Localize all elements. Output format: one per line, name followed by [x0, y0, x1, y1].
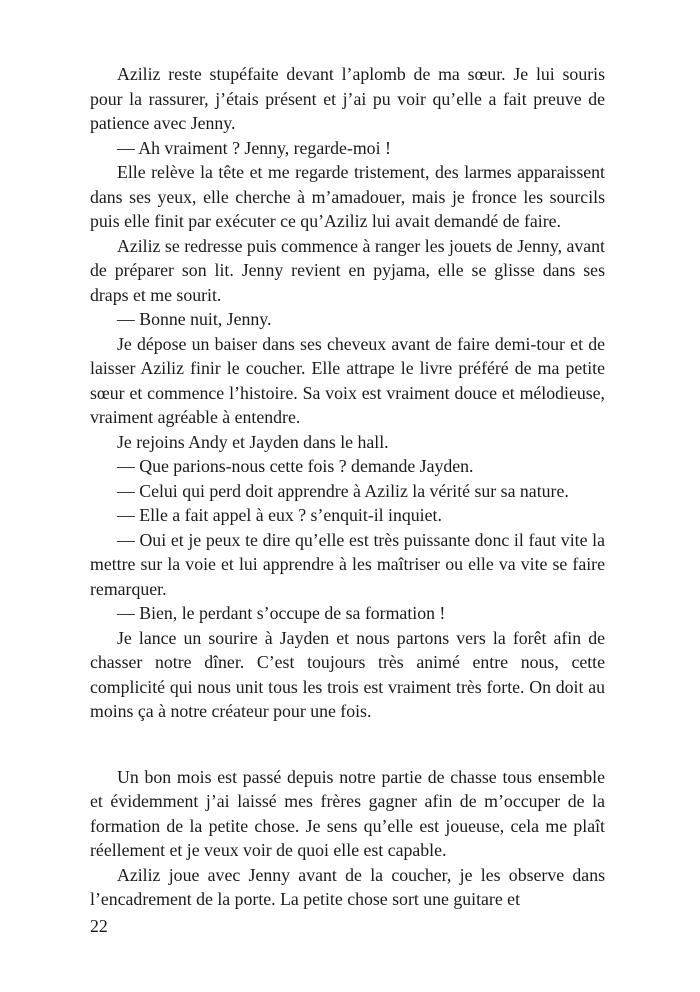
- body-text: [90, 62, 605, 912]
- paragraph: Un bon mois est passé depuis notre partie de chasse tous ensemble et évidemment j’ai laissé mes frères gagner afin de m’occuper de la formation de la petite chose. Je sens qu’elle est joueuse, cela me plaît réellement et je veux voir de quoi elle est capable.: [90, 766, 605, 860]
- paragraph: Je lance un sourire à Jayden et nous partons vers la forêt afin de chasser notre dîner. C’est toujours très animé entre nous, cette complicité qui nous unit tous les trois est vraiment très forte. On doit au moins ça à notre créateur pour une fois.: [90, 627, 605, 721]
- paragraph: Aziliz joue avec Jenny avant de la coucher, je les observe dans l’encadrement de la porte. La petite chose sort une guitare et: [90, 864, 605, 909]
- dialogue-line: — Oui et je peux te dire qu’elle est très puissante donc il faut vite la mettre sur la voie et lui apprendre à les maîtriser ou elle va vite se faire remarquer.: [90, 529, 605, 599]
- section-break: [90, 724, 605, 765]
- paragraph: Aziliz reste stupéfaite devant l’aplomb de ma sœur. Je lui souris pour la rassurer, j’étais présent et j’ai pu voir qu’elle a fait preuve de patience avec Jenny.: [90, 64, 605, 133]
- dialogue-line: — Elle a fait appel à eux ? s’enquit-il inquiet.: [117, 505, 442, 525]
- dialogue-line: — Que parions-nous cette fois ? demande Jayden.: [117, 456, 474, 476]
- page-number: 22: [90, 916, 108, 936]
- paragraph: Elle relève la tête et me regarde tristement, des larmes apparaissent dans ses yeux, elle cherche à m’amadouer, mais je fronce les sourcils puis elle finit par exécuter ce qu’Aziliz lui avait demandé de faire.: [90, 162, 605, 231]
- paragraph: Je dépose un baiser dans ses cheveux avant de faire demi-tour et de laisser Aziliz finir le coucher. Elle attrape le livre préféré de ma petite sœur et commence l’histoire. Sa voix est vraiment douce et mélodieuse, vraiment agréable à entendre.: [90, 333, 605, 427]
- dialogue-line: — Bonne nuit, Jenny.: [117, 309, 272, 329]
- dialogue-line: — Celui qui perd doit apprendre à Aziliz la vérité sur sa nature.: [117, 480, 569, 501]
- dialogue-line: — Ah vraiment ? Jenny, regarde-moi !: [117, 137, 391, 158]
- dialogue-line: — Bien, le perdant s’occupe de sa formation !: [117, 603, 446, 623]
- paragraph: Aziliz se redresse puis commence à ranger les jouets de Jenny, avant de préparer son lit. Jenny revient en pyjama, elle se glisse dans ses draps et me sourit.: [90, 235, 605, 305]
- paragraph: Je rejoins Andy et Jayden dans le hall.: [117, 431, 389, 452]
